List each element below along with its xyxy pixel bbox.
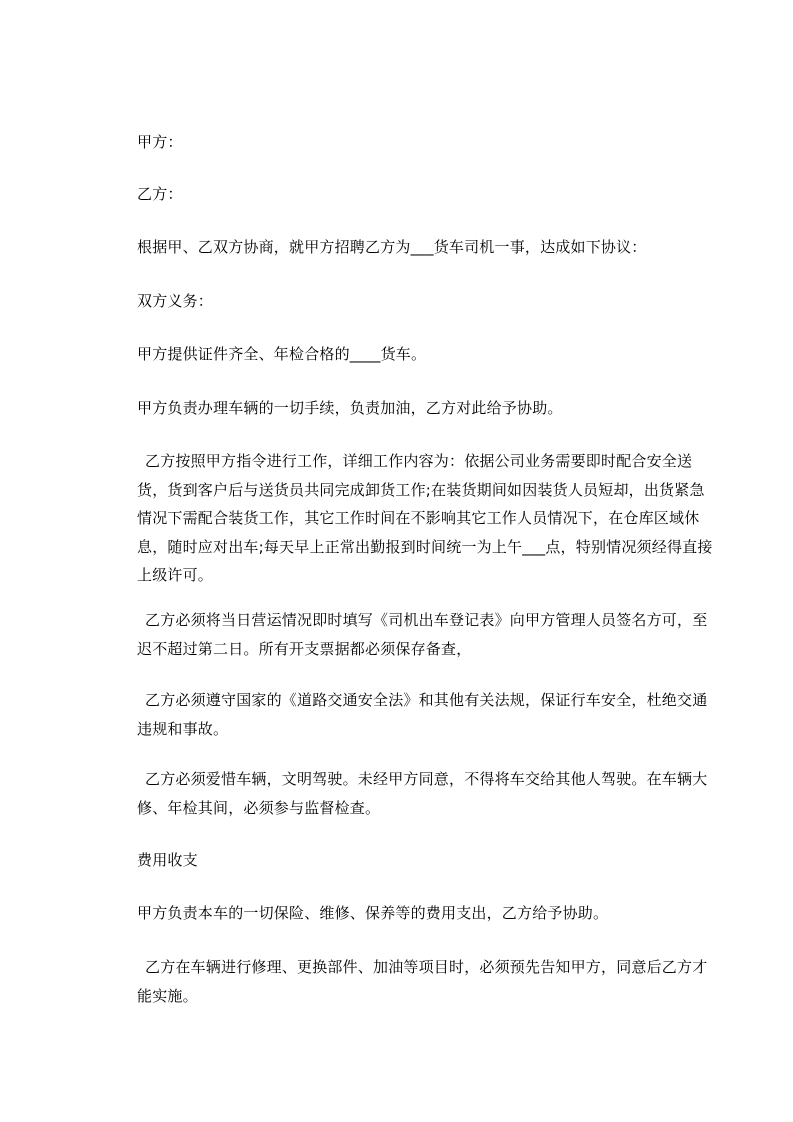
agreement-intro: 根据甲、乙双方协商，就甲方招聘乙方为___货车司机一事，达成如下协议： — [137, 238, 647, 256]
clause-work-duties: 乙方按照甲方指令进行工作，详细工作内容为：依据公司业务需要即时配合安全送货，货到客户后与送货员共同完成卸货工作;在装货期间如因装货人员短却，出货紧急情况下需配合装货工作，其它工作时间在不影响其它工作人员情况下，在仓库区域休息，随时应对出车;每天早上正常出勤报到时间统一为上午___点，特别情况须经得直接上级许可。 — [137, 452, 713, 584]
clause-expense-responsibility: 甲方负责本车的一切保险、维修、保养等的费用支出，乙方给予协助。 — [137, 904, 609, 922]
clause-vehicle-procedures: 甲方负责办理车辆的一切手续，负责加油，乙方对此给予协助。 — [137, 399, 563, 417]
party-b-line: 乙方： — [137, 185, 183, 203]
clause-traffic-law: 乙方必须遵守国家的《道路交通安全法》和其他有关法规，保证行车安全，杜绝交通违规和事故。 — [137, 691, 708, 738]
party-a-line: 甲方： — [137, 133, 183, 151]
section-heading-expenses: 费用收支 — [137, 851, 198, 869]
clause-daily-report: 乙方必须将当日营运情况即时填写《司机出车登记表》向甲方管理人员签名方可，至迟不超过第二日。所有开支票据都必须保存备查， — [137, 611, 708, 658]
section-heading-obligations: 双方义务： — [137, 292, 214, 310]
clause-repair-notice: 乙方在车辆进行修理、更换部件、加油等项目时，必须预先告知甲方，同意后乙方才能实施。 — [137, 958, 708, 1005]
clause-vehicle-care: 乙方必须爱惜车辆，文明驾驶。未经甲方同意，不得将车交给其他人驾驶。在车辆大修、年检其间，必须参与监督检查。 — [137, 770, 708, 817]
clause-vehicle-provision: 甲方提供证件齐全、年检合格的____货车。 — [137, 345, 427, 363]
